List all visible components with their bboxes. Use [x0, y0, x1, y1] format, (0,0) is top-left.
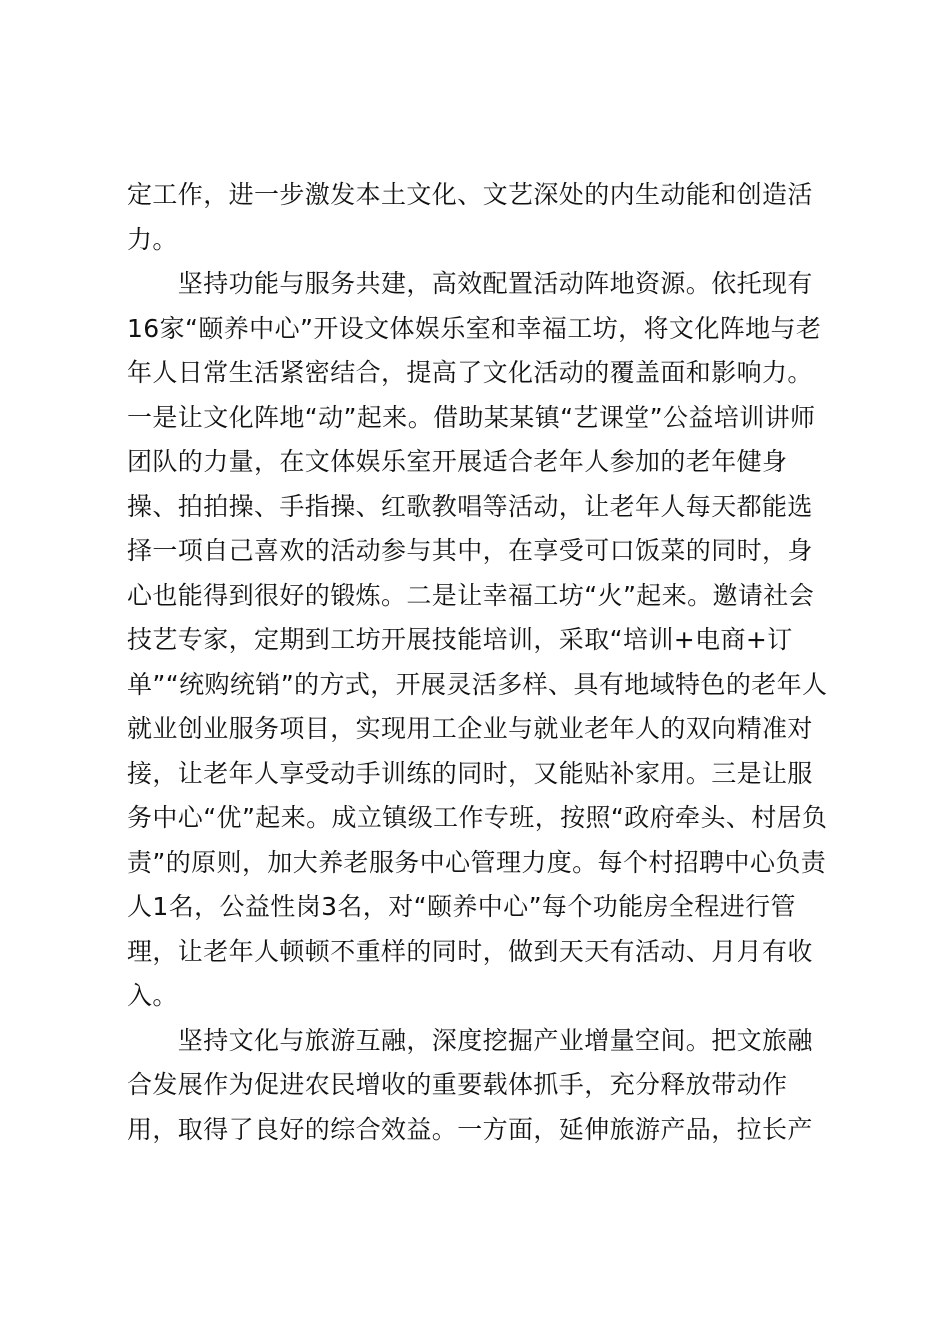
text-line: 坚持文化与旅游互融，深度挖掘产业增量空间。把文旅融: [127, 1025, 813, 1055]
text-line: 就业创业服务项目，实现用工企业与就业老年人的双向精准对: [127, 714, 813, 743]
text-line: 坚持功能与服务共建，高效配置活动阵地资源。依托现有: [127, 269, 813, 298]
text-line: 技艺专家，定期到工坊开展技能培训，采取“培训+电商+订: [127, 625, 793, 654]
text-line: 团队的力量，在文体娱乐室开展适合老年人参加的老年健身: [127, 447, 788, 476]
body-text: [127, 173, 837, 1152]
text-line: 操、拍拍操、手指操、红歌教唱等活动，让老年人每天都能选: [127, 491, 813, 521]
text-line: 单”“统购统销”的方式，开展灵活多样、具有地域特色的老年人: [127, 669, 828, 699]
text-line: 年人日常生活紧密结合，提高了文化活动的覆盖面和影响力。: [127, 358, 813, 387]
text-line: 一是让文化阵地“动”起来。借助某某镇“艺课堂”公益培训讲师: [127, 402, 816, 432]
text-line: 用，取得了良好的综合效益。一方面，延伸旅游产品，拉长产: [127, 1114, 813, 1144]
text-line: 接，让老年人享受动手训练的同时，又能贴补家用。三是让服: [127, 758, 813, 788]
text-line: 理，让老年人顿顿不重样的同时，做到天天有活动、月月有收: [127, 936, 813, 966]
text-line: 力。: [127, 224, 178, 254]
text-line: 务中心“优”起来。成立镇级工作专班，按照“政府牵头、村居负: [127, 803, 828, 832]
text-line: 合发展作为促进农民增收的重要载体抓手，充分释放带动作: [127, 1070, 788, 1099]
text-line: 人1名，公益性岗3名，对“颐养中心”每个功能房全程进行管: [127, 892, 796, 921]
text-line: 16家“颐养中心”开设文体娱乐室和幸福工坊，将文化阵地与老: [127, 313, 822, 343]
text-line: 择一项自己喜欢的活动参与其中，在享受可口饭菜的同时，身: [127, 536, 813, 565]
text-line: 定工作，进一步激发本土文化、文艺深处的内生动能和创造活: [127, 180, 813, 209]
text-line: 心也能得到很好的锻炼。二是让幸福工坊“火”起来。邀请社会: [127, 580, 815, 610]
text-line: 入。: [127, 981, 178, 1010]
text-line: 责”的原则，加大养老服务中心管理力度。每个村招聘中心负责: [127, 847, 827, 877]
